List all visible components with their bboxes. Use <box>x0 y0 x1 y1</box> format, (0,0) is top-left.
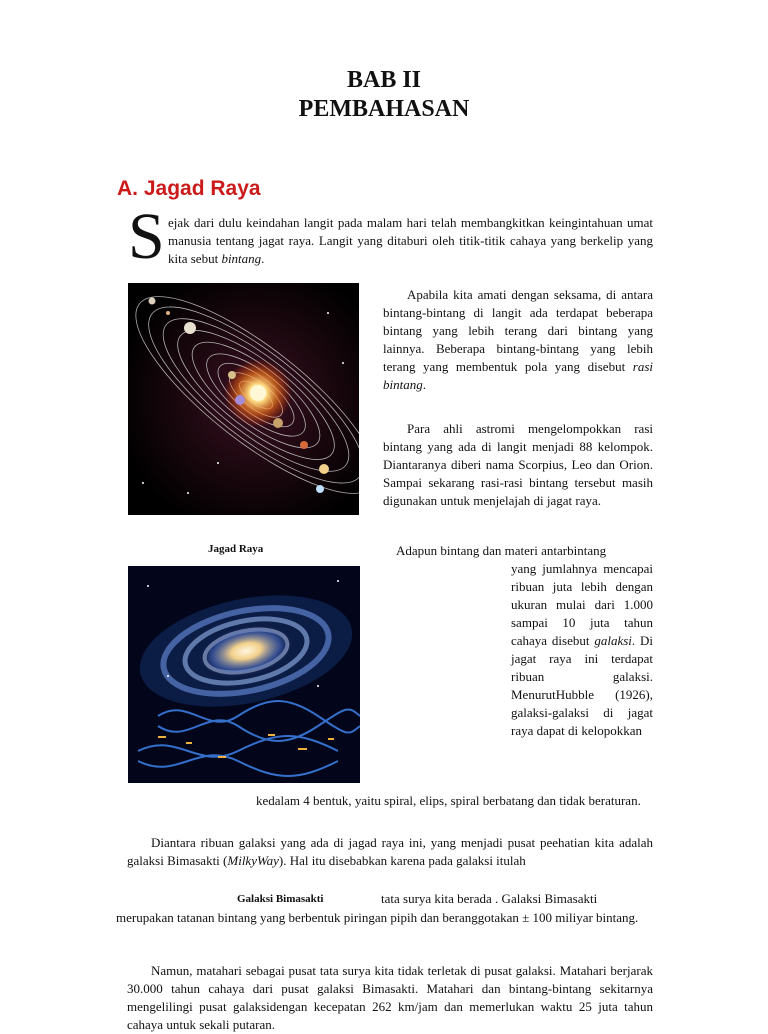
observation-emphasis: rasi bintang <box>383 359 653 392</box>
milkyway-continuation-inline: tata surya kita berada . Galaksi Bimasakti <box>381 891 598 906</box>
galaxy-text-a: yang jumlahnya mencapai ribuan juta lebih dengan ukuran mulai dari 1.000 sampai 10 juta tahun cahaya disebut <box>511 561 653 648</box>
milkyway-emphasis: MilkyWay <box>227 853 279 868</box>
milkyway-continuation: merupakan tatanan bintang yang berbentuk piringan pipih dan beranggotakan ± 100 miliyar bintang. <box>116 910 639 925</box>
galaxy-paragraph-wide: kedalam 4 bentuk, yaitu spiral, elips, spiral berbatang dan tidak beraturan. <box>256 793 641 808</box>
observation-text: Apabila kita amati dengan seksama, di antara bintang-bintang di langit ada terdapat beberapa bintang yang lebih terang dari bintang yang lainnya. Beberapa bintang-bintang yang lebih terang yang membentuk pola yang disebut <box>383 287 653 374</box>
sun-paragraph: Namun, matahari sebagai pusat tata surya kita tidak terletak di pusat galaksi. Matahari berjarak 30.000 tahun cahaya dari pusat galaksi Bimasakti. Matahari dan bintang-bintang sekitarnya mengelilingi pusat galaksidengan kecepatan 262 km/jam dan memerlukan waktu 25 juta tahun cahaya untuk sekali putaran. <box>127 963 653 1032</box>
galaxy-image <box>128 566 360 783</box>
observation-paragraph <box>383 286 653 394</box>
observation-end: . <box>422 377 426 392</box>
milkyway-text-2: ). Hal itu disebabkan karena pada galaksi itulah <box>278 853 526 868</box>
intro-text: ejak dari dulu keindahan langit pada malam hari telah membangkitkan keingintahuan umat manusia tentang jagat raya. Langit yang ditaburi oleh titik-titik cahaya yang berkelip yang kita sebut <box>168 215 653 266</box>
intro-end: . <box>261 251 265 266</box>
jagad-raya-caption: Jagad Raya <box>208 543 264 555</box>
drop-cap: S <box>128 200 165 273</box>
section-heading: A. Jagad Raya <box>117 177 261 200</box>
intro-paragraph <box>168 214 653 268</box>
galaxy-emphasis: galaksi <box>594 633 632 648</box>
astronomers-paragraph: Para ahli astromi mengelompokkan rasi bintang yang ada di langit menjadi 88 kelompok. Diantaranya diberi nama Scorpius, Leo dan Orion. Sampai sekarang rasi-rasi bintang tersebut masih digunakan untuk menjelajah di jagat raya. <box>383 421 653 508</box>
milkyway-text: Diantara ribuan galaksi yang ada di jagad raya ini, yang menjadi pusat peehatian kita adalah galaksi Bimasakti ( <box>127 835 653 868</box>
chapter-title: BAB II <box>346 67 422 93</box>
milkyway-paragraph <box>127 834 653 870</box>
galaxy-paragraph-first-line: Adapun bintang dan materi antarbintang <box>396 543 607 558</box>
intro-emphasis: bintang <box>221 251 262 266</box>
chapter-subtitle: PEMBAHASAN <box>298 96 470 122</box>
bimasakti-caption: Galaksi Bimasakti <box>237 893 324 905</box>
galaxy-text-b: . Di jagat raya ini terdapat ribuan galaksi. MenurutHubble (1926), galaksi-galaksi di jagat raya dapat di kelopokkan <box>511 633 654 738</box>
solar-system-image <box>128 283 359 515</box>
galaxy-paragraph-narrow <box>511 560 653 740</box>
